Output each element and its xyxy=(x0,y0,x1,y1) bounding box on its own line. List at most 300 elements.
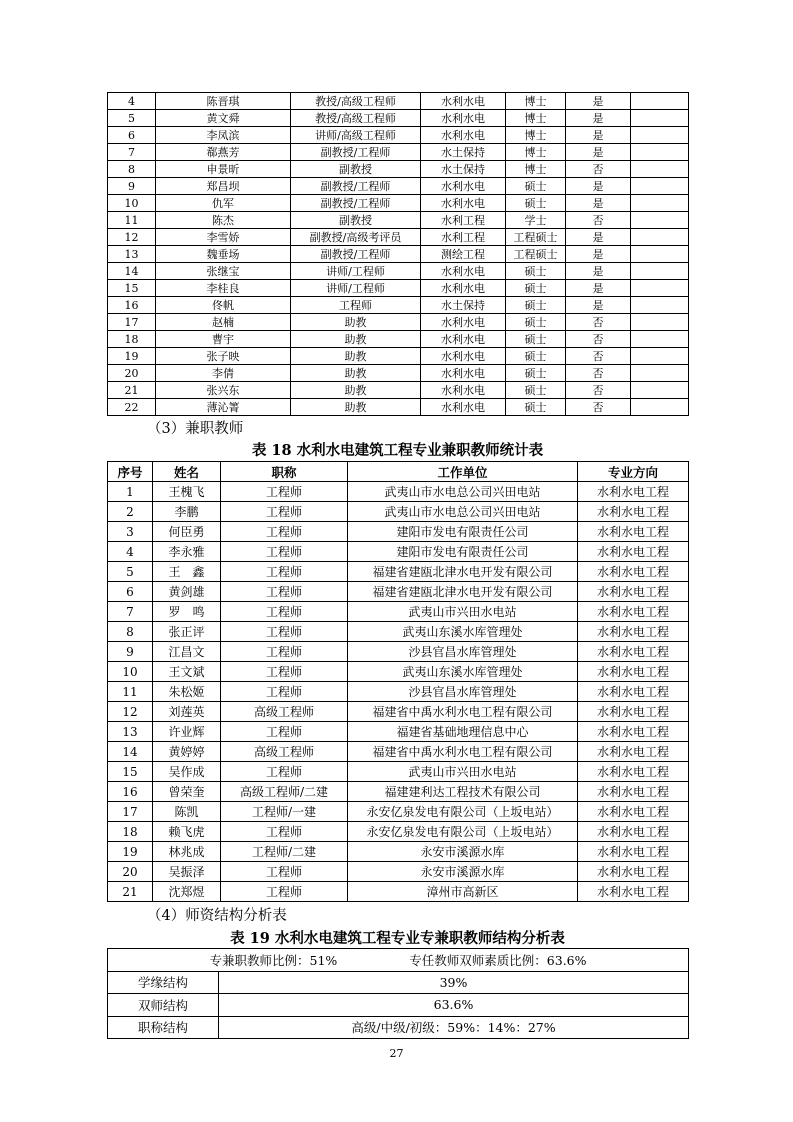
table-row xyxy=(108,110,689,127)
cell-title: 工程师 xyxy=(221,502,348,522)
cell-major: 水利水电 xyxy=(421,280,506,297)
cell-empty xyxy=(631,93,689,110)
dual-quality-ratio: 专任教师双师素质比例：63.6% xyxy=(409,952,587,968)
table-row xyxy=(108,542,689,562)
table-row xyxy=(108,862,689,882)
table-row xyxy=(108,399,689,416)
cell-major: 水利水电 xyxy=(421,365,506,382)
cell-title: 讲师/高级工程师 xyxy=(291,127,421,144)
cell-degree: 硕士 xyxy=(506,280,566,297)
cell-seq: 17 xyxy=(108,802,153,822)
cell-specialty: 水利水电工程 xyxy=(578,802,689,822)
cell-dual-flag: 否 xyxy=(566,348,631,365)
cell-title: 工程师 xyxy=(221,602,348,622)
cell-empty xyxy=(631,348,689,365)
cell-title: 副教授/高级考评员 xyxy=(291,229,421,246)
cell-empty xyxy=(631,280,689,297)
cell-workunit: 福建省中禹水利水电工程有限公司 xyxy=(348,702,578,722)
cell-empty xyxy=(631,382,689,399)
cell-name: 王 鑫 xyxy=(153,562,221,582)
table-row xyxy=(108,331,689,348)
cell-structure-value: 63.6% xyxy=(219,994,689,1017)
cell-seq: 4 xyxy=(108,93,156,110)
cell-workunit: 永安亿泉发电有限公司（上坂电站） xyxy=(348,822,578,842)
cell-workunit: 武夷山市兴田水电站 xyxy=(348,762,578,782)
cell-workunit: 沙县官昌水库管理处 xyxy=(348,642,578,662)
cell-specialty: 水利水电工程 xyxy=(578,502,689,522)
cell-workunit: 武夷山市水电总公司兴田电站 xyxy=(348,482,578,502)
table-row xyxy=(108,246,689,263)
cell-major: 水利水电 xyxy=(421,382,506,399)
cell-seq: 12 xyxy=(108,702,153,722)
table-row xyxy=(108,882,689,902)
table-row xyxy=(108,93,689,110)
cell-name: 李倩 xyxy=(156,365,291,382)
cell-name: 李永雅 xyxy=(153,542,221,562)
cell-seq: 14 xyxy=(108,263,156,280)
cell-name: 张继宝 xyxy=(156,263,291,280)
cell-seq: 3 xyxy=(108,522,153,542)
table-row xyxy=(108,994,689,1017)
cell-title: 工程师 xyxy=(221,862,348,882)
cell-workunit: 沙县官昌水库管理处 xyxy=(348,682,578,702)
cell-workunit: 武夷山东溪水库管理处 xyxy=(348,662,578,682)
table-row xyxy=(108,802,689,822)
cell-empty xyxy=(631,246,689,263)
cell-degree: 博士 xyxy=(506,127,566,144)
table-row xyxy=(108,782,689,802)
cell-name: 朱松姬 xyxy=(153,682,221,702)
cell-specialty: 水利水电工程 xyxy=(578,582,689,602)
cell-name: 吴振泽 xyxy=(153,862,221,882)
cell-major: 水利工程 xyxy=(421,212,506,229)
cell-dual-flag: 否 xyxy=(566,161,631,178)
cell-dual-flag: 是 xyxy=(566,93,631,110)
cell-dual-flag: 否 xyxy=(566,212,631,229)
table-row xyxy=(108,702,689,722)
cell-dual-flag: 否 xyxy=(566,382,631,399)
table-row xyxy=(108,722,689,742)
cell-title: 高级工程师/二建 xyxy=(221,782,348,802)
cell-title: 助教 xyxy=(291,348,421,365)
cell-workunit: 永安市溪源水库 xyxy=(348,842,578,862)
cell-workunit: 福建建利达工程技术有限公司 xyxy=(348,782,578,802)
section3-heading: （3）兼职教师 xyxy=(147,421,244,437)
cell-name: 仇军 xyxy=(156,195,291,212)
cell-workunit: 福建省建瓯北津水电开发有限公司 xyxy=(348,562,578,582)
table-row xyxy=(108,382,689,399)
cell-name: 曹宇 xyxy=(156,331,291,348)
cell-name: 李鹏 xyxy=(153,502,221,522)
cell-workunit: 建阳市发电有限责任公司 xyxy=(348,522,578,542)
cell-empty xyxy=(631,365,689,382)
cell-empty xyxy=(631,127,689,144)
cell-major: 水利水电 xyxy=(421,178,506,195)
cell-dual-flag: 否 xyxy=(566,314,631,331)
cell-dual-flag: 是 xyxy=(566,127,631,144)
cell-seq: 7 xyxy=(108,602,153,622)
cell-seq: 19 xyxy=(108,842,153,862)
cell-title: 工程师 xyxy=(221,622,348,642)
table-row xyxy=(108,365,689,382)
cell-degree: 硕士 xyxy=(506,399,566,416)
cell-seq: 5 xyxy=(108,110,156,127)
cell-structure-label: 双师结构 xyxy=(108,994,219,1017)
cell-specialty: 水利水电工程 xyxy=(578,842,689,862)
cell-title: 工程师 xyxy=(291,297,421,314)
cell-title: 工程师 xyxy=(221,722,348,742)
parttime-table-header xyxy=(108,462,689,482)
cell-dual-flag: 是 xyxy=(566,280,631,297)
cell-degree: 硕士 xyxy=(506,348,566,365)
structure-analysis-table xyxy=(107,948,689,1039)
cell-degree: 博士 xyxy=(506,93,566,110)
cell-name: 李桂良 xyxy=(156,280,291,297)
cell-workunit: 永安亿泉发电有限公司（上坂电站） xyxy=(348,802,578,822)
cell-seq: 10 xyxy=(108,662,153,682)
cell-name: 李雪娇 xyxy=(156,229,291,246)
table-row xyxy=(108,562,689,582)
cell-seq: 8 xyxy=(108,622,153,642)
table-row xyxy=(108,212,689,229)
table-row xyxy=(108,662,689,682)
cell-name: 郑昌坝 xyxy=(156,178,291,195)
cell-name: 赵楠 xyxy=(156,314,291,331)
cell-name: 佟帆 xyxy=(156,297,291,314)
cell-major: 水利水电 xyxy=(421,348,506,365)
cell-degree: 博士 xyxy=(506,161,566,178)
cell-seq: 1 xyxy=(108,482,153,502)
cell-title: 讲师/工程师 xyxy=(291,280,421,297)
table-row xyxy=(108,842,689,862)
cell-name: 魏垂场 xyxy=(156,246,291,263)
cell-specialty: 水利水电工程 xyxy=(578,782,689,802)
cell-dual-flag: 是 xyxy=(566,246,631,263)
cell-title: 高级工程师 xyxy=(221,742,348,762)
cell-seq: 15 xyxy=(108,280,156,297)
cell-title: 工程师 xyxy=(221,482,348,502)
cell-major: 测绘工程 xyxy=(421,246,506,263)
cell-seq: 13 xyxy=(108,246,156,263)
cell-degree: 硕士 xyxy=(506,365,566,382)
cell-seq: 6 xyxy=(108,582,153,602)
cell-seq: 9 xyxy=(108,178,156,195)
cell-degree: 硕士 xyxy=(506,263,566,280)
header-title: 职称 xyxy=(221,462,348,482)
cell-degree: 硕士 xyxy=(506,382,566,399)
cell-major: 水利水电 xyxy=(421,331,506,348)
cell-title: 工程师/一建 xyxy=(221,802,348,822)
cell-seq: 9 xyxy=(108,642,153,662)
cell-name: 陈凯 xyxy=(153,802,221,822)
cell-seq: 10 xyxy=(108,195,156,212)
section4-heading: （4）师资结构分析表 xyxy=(147,908,287,924)
cell-title: 副教授/工程师 xyxy=(291,178,421,195)
cell-name: 陈杰 xyxy=(156,212,291,229)
cell-name: 薄沁箐 xyxy=(156,399,291,416)
cell-name: 何臣勇 xyxy=(153,522,221,542)
cell-title: 副教授/工程师 xyxy=(291,144,421,161)
cell-specialty: 水利水电工程 xyxy=(578,702,689,722)
cell-title: 副教授/工程师 xyxy=(291,246,421,263)
cell-major: 水利水电 xyxy=(421,314,506,331)
table-row xyxy=(108,263,689,280)
cell-dual-flag: 是 xyxy=(566,297,631,314)
cell-specialty: 水利水电工程 xyxy=(578,822,689,842)
cell-name: 沈郑煜 xyxy=(153,882,221,902)
cell-seq: 21 xyxy=(108,882,153,902)
cell-title: 高级工程师 xyxy=(221,702,348,722)
cell-empty xyxy=(631,229,689,246)
cell-specialty: 水利水电工程 xyxy=(578,562,689,582)
ratio-summary-cell xyxy=(108,949,689,972)
cell-workunit: 永安市溪源水库 xyxy=(348,862,578,882)
cell-structure-value: 高级/中级/初级：59%：14%：27% xyxy=(219,1016,689,1039)
cell-title: 工程师 xyxy=(221,662,348,682)
cell-seq: 11 xyxy=(108,682,153,702)
table-row xyxy=(108,822,689,842)
cell-structure-label: 学缘结构 xyxy=(108,971,219,994)
cell-name: 罗 鸣 xyxy=(153,602,221,622)
cell-dual-flag: 是 xyxy=(566,263,631,280)
cell-title: 工程师 xyxy=(221,522,348,542)
cell-major: 水土保持 xyxy=(421,297,506,314)
cell-name: 赖飞虎 xyxy=(153,822,221,842)
cell-specialty: 水利水电工程 xyxy=(578,662,689,682)
cell-workunit: 漳州市高新区 xyxy=(348,882,578,902)
table-row xyxy=(108,682,689,702)
cell-major: 水利水电 xyxy=(421,110,506,127)
cell-seq: 7 xyxy=(108,144,156,161)
cell-seq: 18 xyxy=(108,331,156,348)
cell-degree: 工程硕士 xyxy=(506,229,566,246)
table18-title: 表 18 水利水电建筑工程专业兼职教师统计表 xyxy=(251,442,544,459)
cell-seq: 15 xyxy=(108,762,153,782)
cell-title: 副教授 xyxy=(291,161,421,178)
cell-major: 水利水电 xyxy=(421,399,506,416)
ratio-summary-row xyxy=(108,949,689,972)
cell-title: 工程师 xyxy=(221,542,348,562)
header-workunit: 工作单位 xyxy=(348,462,578,482)
parttime-ratio: 专兼职教师比例：51% xyxy=(209,952,338,968)
cell-seq: 22 xyxy=(108,399,156,416)
cell-seq: 21 xyxy=(108,382,156,399)
cell-workunit: 建阳市发电有限责任公司 xyxy=(348,542,578,562)
table-row xyxy=(108,144,689,161)
cell-dual-flag: 否 xyxy=(566,365,631,382)
cell-name: 郗燕芳 xyxy=(156,144,291,161)
cell-name: 张子映 xyxy=(156,348,291,365)
table-row xyxy=(108,127,689,144)
cell-empty xyxy=(631,195,689,212)
cell-empty xyxy=(631,331,689,348)
cell-major: 水利工程 xyxy=(421,229,506,246)
cell-seq: 5 xyxy=(108,562,153,582)
cell-title: 讲师/工程师 xyxy=(291,263,421,280)
cell-specialty: 水利水电工程 xyxy=(578,542,689,562)
cell-name: 王槐飞 xyxy=(153,482,221,502)
cell-dual-flag: 是 xyxy=(566,144,631,161)
cell-title: 副教授 xyxy=(291,212,421,229)
cell-name: 吴作成 xyxy=(153,762,221,782)
cell-title: 教授/高级工程师 xyxy=(291,110,421,127)
cell-name: 林兆成 xyxy=(153,842,221,862)
structure-table-body xyxy=(108,971,689,1039)
cell-name: 张正评 xyxy=(153,622,221,642)
cell-seq: 14 xyxy=(108,742,153,762)
cell-title: 工程师 xyxy=(221,642,348,662)
cell-title: 工程师 xyxy=(221,882,348,902)
cell-seq: 18 xyxy=(108,822,153,842)
cell-seq: 8 xyxy=(108,161,156,178)
cell-name: 张兴东 xyxy=(156,382,291,399)
cell-specialty: 水利水电工程 xyxy=(578,622,689,642)
cell-title: 助教 xyxy=(291,382,421,399)
cell-degree: 硕士 xyxy=(506,331,566,348)
cell-seq: 16 xyxy=(108,297,156,314)
cell-name: 黄文舜 xyxy=(156,110,291,127)
cell-name: 江昌文 xyxy=(153,642,221,662)
cell-empty xyxy=(631,144,689,161)
cell-dual-flag: 是 xyxy=(566,229,631,246)
cell-structure-value: 39% xyxy=(219,971,689,994)
cell-specialty: 水利水电工程 xyxy=(578,762,689,782)
cell-title: 教授/高级工程师 xyxy=(291,93,421,110)
cell-title: 助教 xyxy=(291,331,421,348)
cell-degree: 博士 xyxy=(506,110,566,127)
cell-name: 陈晋琪 xyxy=(156,93,291,110)
cell-seq: 6 xyxy=(108,127,156,144)
cell-name: 王文斌 xyxy=(153,662,221,682)
table-row xyxy=(108,482,689,502)
cell-workunit: 福建省基础地理信息中心 xyxy=(348,722,578,742)
cell-seq: 2 xyxy=(108,502,153,522)
table-row xyxy=(108,602,689,622)
cell-workunit: 武夷山市兴田水电站 xyxy=(348,602,578,622)
cell-empty xyxy=(631,212,689,229)
cell-workunit: 福建省中禹水利水电工程有限公司 xyxy=(348,742,578,762)
cell-name: 黄剑雄 xyxy=(153,582,221,602)
cell-specialty: 水利水电工程 xyxy=(578,482,689,502)
cell-degree: 硕士 xyxy=(506,195,566,212)
cell-title: 助教 xyxy=(291,399,421,416)
cell-name: 刘莲英 xyxy=(153,702,221,722)
header-name: 姓名 xyxy=(153,462,221,482)
cell-seq: 17 xyxy=(108,314,156,331)
table-row xyxy=(108,297,689,314)
cell-title: 副教授/工程师 xyxy=(291,195,421,212)
cell-empty xyxy=(631,110,689,127)
cell-empty xyxy=(631,263,689,280)
cell-seq: 11 xyxy=(108,212,156,229)
fulltime-teachers-continuation-table xyxy=(107,92,689,416)
cell-dual-flag: 否 xyxy=(566,331,631,348)
cell-seq: 4 xyxy=(108,542,153,562)
table-row xyxy=(108,1016,689,1039)
cell-empty xyxy=(631,297,689,314)
cell-dual-flag: 否 xyxy=(566,399,631,416)
table19-title: 表 19 水利水电建筑工程专业专兼职教师结构分析表 xyxy=(230,930,565,947)
cell-title: 助教 xyxy=(291,365,421,382)
cell-empty xyxy=(631,161,689,178)
cell-empty xyxy=(631,399,689,416)
cell-dual-flag: 是 xyxy=(566,195,631,212)
table-row xyxy=(108,622,689,642)
cell-workunit: 武夷山东溪水库管理处 xyxy=(348,622,578,642)
cell-major: 水利水电 xyxy=(421,263,506,280)
cell-degree: 工程硕士 xyxy=(506,246,566,263)
cell-title: 工程师 xyxy=(221,762,348,782)
cell-degree: 硕士 xyxy=(506,314,566,331)
table-row xyxy=(108,971,689,994)
cell-seq: 19 xyxy=(108,348,156,365)
table-row xyxy=(108,582,689,602)
page-number: 27 xyxy=(389,1047,404,1060)
cell-dual-flag: 是 xyxy=(566,110,631,127)
table-row xyxy=(108,314,689,331)
table-row xyxy=(108,348,689,365)
table-row xyxy=(108,229,689,246)
cell-specialty: 水利水电工程 xyxy=(578,742,689,762)
parttime-table-body xyxy=(108,482,689,902)
cell-name: 黄婷婷 xyxy=(153,742,221,762)
cell-degree: 硕士 xyxy=(506,297,566,314)
cell-name: 李凤滨 xyxy=(156,127,291,144)
cell-workunit: 武夷山市水电总公司兴田电站 xyxy=(348,502,578,522)
cell-major: 水利水电 xyxy=(421,127,506,144)
cell-seq: 20 xyxy=(108,862,153,882)
table-row xyxy=(108,742,689,762)
cell-empty xyxy=(631,178,689,195)
cell-specialty: 水利水电工程 xyxy=(578,682,689,702)
cell-name: 曾荣奎 xyxy=(153,782,221,802)
cell-seq: 12 xyxy=(108,229,156,246)
cell-structure-label: 职称结构 xyxy=(108,1016,219,1039)
cell-title: 工程师/二建 xyxy=(221,842,348,862)
cell-title: 工程师 xyxy=(221,682,348,702)
cell-specialty: 水利水电工程 xyxy=(578,722,689,742)
cell-title: 工程师 xyxy=(221,562,348,582)
cell-specialty: 水利水电工程 xyxy=(578,862,689,882)
table-row xyxy=(108,642,689,662)
table-row xyxy=(108,178,689,195)
cell-seq: 20 xyxy=(108,365,156,382)
table-row xyxy=(108,522,689,542)
cell-title: 工程师 xyxy=(221,582,348,602)
header-specialty: 专业方向 xyxy=(578,462,689,482)
table-row xyxy=(108,161,689,178)
table-row xyxy=(108,195,689,212)
parttime-teachers-table xyxy=(107,461,689,902)
table-row xyxy=(108,762,689,782)
cell-title: 工程师 xyxy=(221,822,348,842)
cell-name: 许业辉 xyxy=(153,722,221,742)
fulltime-table-body xyxy=(108,93,689,416)
cell-major: 水利水电 xyxy=(421,195,506,212)
cell-major: 水土保持 xyxy=(421,161,506,178)
cell-major: 水土保持 xyxy=(421,144,506,161)
cell-seq: 16 xyxy=(108,782,153,802)
cell-specialty: 水利水电工程 xyxy=(578,642,689,662)
header-seq: 序号 xyxy=(108,462,153,482)
cell-degree: 硕士 xyxy=(506,178,566,195)
cell-empty xyxy=(631,314,689,331)
cell-degree: 学士 xyxy=(506,212,566,229)
cell-seq: 13 xyxy=(108,722,153,742)
table-row xyxy=(108,280,689,297)
cell-dual-flag: 是 xyxy=(566,178,631,195)
cell-specialty: 水利水电工程 xyxy=(578,602,689,622)
